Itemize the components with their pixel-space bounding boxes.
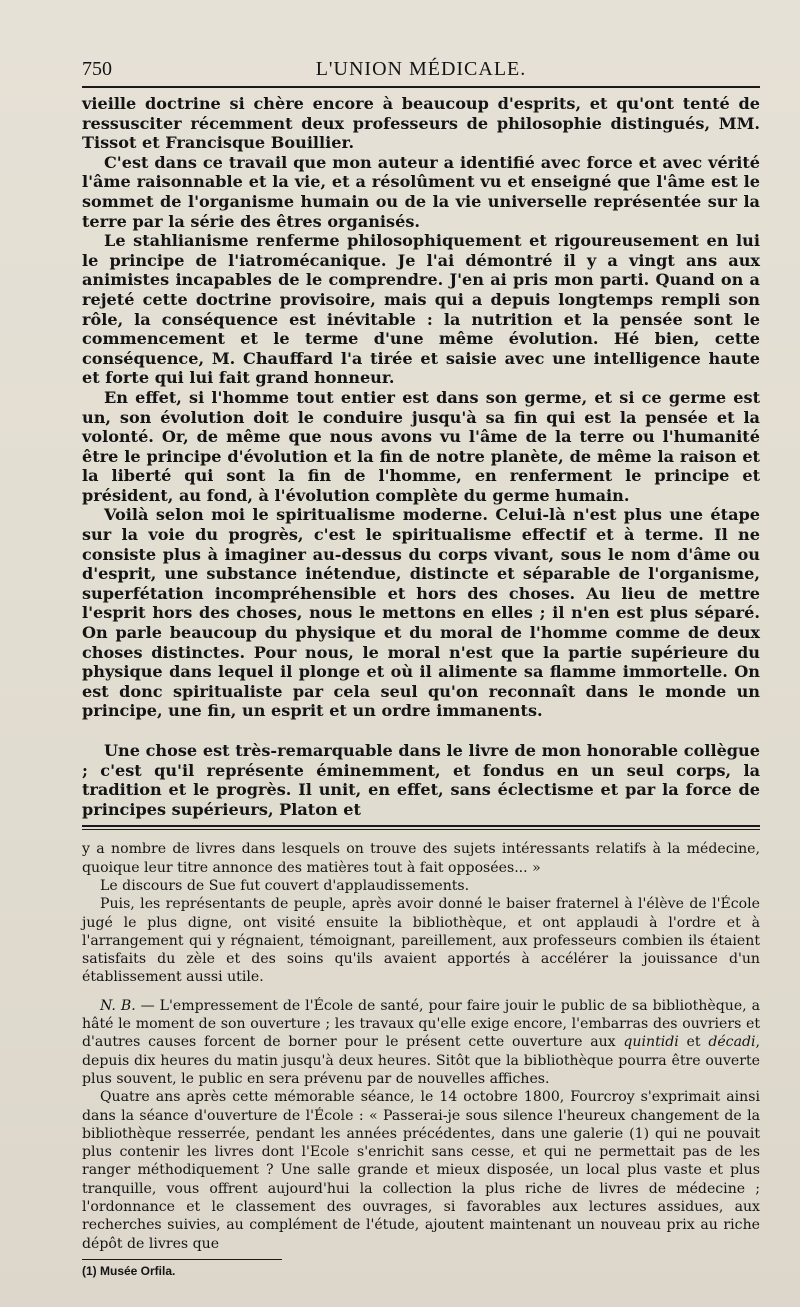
nota-bene-quintidi: quintidi xyxy=(623,1034,679,1051)
nota-bene-label: N. B. xyxy=(100,997,136,1014)
footnote-paragraph: Quatre ans après cette mémorable séance, le 14 octobre 1800, Fourcroy s'exprimait ainsi dans la séance d'ouverture de l'École : « Passerai-je sous silence l'heureux changement de la bibliothèque resserrée, pendant les années précédentes, dans une galerie (1) qui ne pouvait plus contenir les livres dont l'Ecole s'enrichit sans cesse, et qui ne permettait pas de les ranger méthodiquement ? Une salle grande et mieux disposée, un local plus vaste et plus tranquille, vous offrent aujourd'hui la collection la plus riche de livres de médecine ; l'ordonnance et le classement des ouvrages, si favorables aux lectures assidues, aux recherches suivies, au complément de l'étude, ajoutent maintenant un nouveau prix au riche dépôt de livres que xyxy=(82,1089,760,1252)
page-header xyxy=(82,56,760,88)
nota-bene-and: et xyxy=(678,1034,709,1051)
paragraph: Une chose est très-remarquable dans le livre de mon honorable collègue ; c'est qu'il représente éminemment, et fondus en un seul corps, la tradition et le progrès. Il unit, en effet, sans éclectisme et par la force de principes supérieurs, Platon et xyxy=(82,741,760,819)
footnote-paragraph: y a nombre de livres dans lesquels on trouve des sujets intéressants relatifs à la médecine, quoique leur titre annonce des matières tout à fait opposées... » xyxy=(82,841,760,876)
nota-bene-decadi: décadi xyxy=(708,1034,756,1051)
paragraph: Voilà selon moi le spiritualisme moderne. Celui-là n'est plus une étape sur la voie du progrès, c'est le spiritualisme effectif et à terme. Il ne consiste plus à imaginer au-dessus du corps vivant, sous le nom d'âme ou d'esprit, une substance inétendue, distincte et séparable de l'organisme, superfétation incompréhensible et hors des choses. Au lieu de mettre l'esprit hors des choses, nous le mettons en elles ; il n'en est plus séparé. On parle beaucoup du physique et du moral de l'homme comme de deux choses distinctes. Pour nous, le moral n'est que la partie supérieure du physique dans lequel il plonge et où il alimente sa flamme immortelle. On est donc spiritualiste par cela seul qu'on reconnaît dans le monde un principe, une fin, un esprit et un ordre immanents. xyxy=(82,505,760,721)
footnote-paragraph: Le discours de Sue fut couvert d'applaudissements. xyxy=(100,877,470,894)
nota-bene-text-end: , depuis dix heures du matin jusqu'à deux heures. Sitôt que la bibliothèque pourra être ouverte plus souvent, le public en sera prévenu par de nouvelles affiches. xyxy=(82,1034,760,1087)
footnote-separator xyxy=(82,825,760,830)
paragraph: vieille doctrine si chère encore à beaucoup d'esprits, et qu'ont tenté de ressusciter récemment deux professeurs de philosophie distingués, MM. Tissot et Francisque Bouillier. xyxy=(82,94,760,153)
page-number: 750 xyxy=(82,58,112,80)
nota-bene-text: — L'empressement de l'École de santé, pour faire jouir le public de sa bibliothèque, a hâté le moment de son ouverture ; les travaux qu'elle exige encore, l'embarras des ouvriers et d'autres causes forcent de borner pour le présent cette ouverture aux xyxy=(82,997,760,1051)
paragraph: Le stahlianisme renferme philosophiquement et rigoureusement en lui le principe de l'iatromécanique. Je l'ai démontré il y a vingt ans aux animistes incapables de le comprendre. J'en ai pris mon parti. Quand on a rejeté cette doctrine provisoire, mais qui a depuis longtemps rempli son rôle, la conséquence est inévitable : la nutrition et la pensée sont le commencement et le terme d'une même évolution. Hé bien, cette conséquence, M. Chauffard l'a tirée et saisie avec une intelligence haute et forte qui lui fait grand honneur. xyxy=(82,231,760,388)
source-note: (1) Musée Orfila. xyxy=(82,1263,176,1278)
footnotes xyxy=(82,840,760,1253)
footnote-paragraph: Puis, les représentants de peuple, après avoir donné le baiser fraternel à l'élève de l'École jugé le plus digne, ont visité ensuite la bibliothèque, et ont applaudi à l'ordre et à l'arrangement qui y régnaient, témoignant, pareillement, aux professeurs combien ils étaient satisfaits du zèle et des soins qu'ils avaient apportés à accélérer la jouissance d'un établissement aussi utile. xyxy=(82,896,760,986)
nota-bene-paragraph xyxy=(82,997,760,1088)
running-title: L'UNION MÉDICALE. xyxy=(315,58,527,80)
source-note-rule xyxy=(82,1259,282,1260)
main-text xyxy=(82,94,760,819)
paragraph: C'est dans ce travail que mon auteur a identifié avec force et avec vérité l'âme raisonnable et la vie, et a résolûment vu et enseigné que l'âme est le sommet de l'organisme humain ou de la vie universelle représentée sur la terre par la série des êtres organisés. xyxy=(82,152,760,231)
paragraph: En effet, si l'homme tout entier est dans son germe, et si ce germe est un, son évolution doit le conduire jusqu'à sa fin qui est la pensée et la volonté. Or, de même que nous avons vu l'âme de la terre ou l'humanité être le principe d'évolution et la fin de notre planète, de même la raison et la liberté qui sont la fin de l'homme, en renferment le principe et président, au fond, à l'évolution complète du germe humain. xyxy=(82,387,760,505)
